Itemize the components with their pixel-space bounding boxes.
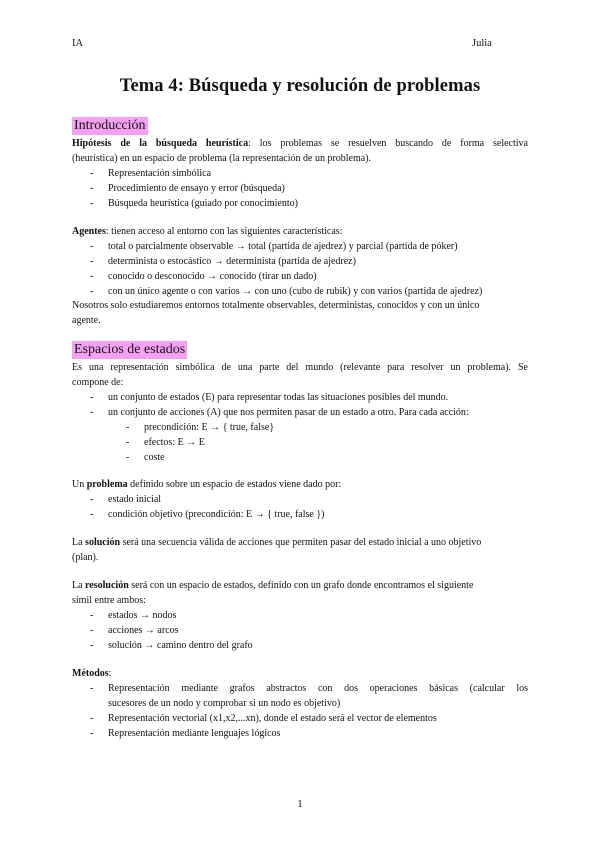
- list-item: Representación simbólica: [108, 168, 212, 179]
- dash-bullet: -: [90, 509, 94, 520]
- list-item: acciones → arcos: [108, 625, 179, 636]
- section-heading-states: Espacios de estados: [74, 342, 186, 357]
- dash-bullet: -: [126, 452, 130, 463]
- intro-closing-line-2: agente.: [72, 315, 101, 326]
- methods-label: Métodos: [72, 668, 109, 679]
- resolution-label: resolución: [85, 580, 129, 591]
- agents-line: [72, 224, 342, 239]
- list-item: conocido o desconocido → conocido (tirar un dado): [108, 271, 317, 282]
- dash-bullet: -: [90, 610, 94, 621]
- problem-pre: Un: [72, 479, 87, 490]
- sub-list-item: coste: [144, 452, 165, 463]
- dash-bullet: -: [126, 437, 130, 448]
- solution-post: será una secuencia válida de acciones que permiten pasar del estado inicial a uno objetivo: [120, 537, 482, 548]
- list-item-continuation: sucesores de un nodo y comprobar si un nodo es objetivo): [108, 698, 341, 709]
- list-item: Representación mediante grafos abstractos con dos operaciones básicas (calcular los: [108, 683, 528, 694]
- list-item: determinista o estocástico → determinista (partida de ajedrez): [108, 256, 356, 267]
- list-item: Procedimiento de ensayo y error (búsqueda): [108, 183, 285, 194]
- dash-bullet: -: [90, 198, 94, 209]
- dash-bullet: -: [90, 256, 94, 267]
- resolution-line-2: símil entre ambos:: [72, 595, 146, 606]
- section-heading-intro: Introducción: [74, 118, 146, 133]
- list-item: solución → camino dentro del grafo: [108, 640, 253, 651]
- dash-bullet: -: [90, 271, 94, 282]
- list-item: Representación mediante lenguajes lógicos: [108, 728, 281, 739]
- page-number: 1: [297, 798, 303, 810]
- dash-bullet: -: [90, 168, 94, 179]
- problem-line: [72, 477, 341, 492]
- agents-label: Agentes: [72, 226, 106, 237]
- sub-list-item: efectos: E → E: [144, 437, 205, 448]
- list-item: condición objetivo (precondición: E → { true, false }): [108, 509, 325, 520]
- dash-bullet: -: [90, 407, 94, 418]
- list-item: un conjunto de estados (E) para representar todas las situaciones posibles del mundo.: [108, 392, 449, 403]
- hypothesis-label: Hipótesis de la búsqueda heurística: [72, 138, 249, 149]
- methods-line: [72, 666, 111, 681]
- dash-bullet: -: [90, 625, 94, 636]
- sub-list-item: precondición: E → { true, false}: [144, 422, 275, 433]
- methods-colon: :: [108, 668, 112, 679]
- dash-bullet: -: [90, 728, 94, 739]
- list-item: Representación vectorial (x1,x2,...xn), donde el estado será el vector de elementos: [108, 713, 437, 724]
- list-item: un conjunto de acciones (A) que nos permiten pasar de un estado a otro. Para cada acción:: [108, 407, 469, 418]
- hypothesis-text: : los problemas se resuelven buscando de forma selectiva: [248, 138, 528, 149]
- dash-bullet: -: [90, 640, 94, 651]
- dash-bullet: -: [90, 183, 94, 194]
- hypothesis-line-2: (heurística) en un espacio de problema (la representación de un problema).: [72, 153, 372, 164]
- list-item: con un único agente o con varios → con uno (cubo de rubik) y con varios (partida de ajedrez): [108, 286, 483, 297]
- problem-post: definido sobre un espacio de estados viene dado por:: [127, 479, 342, 490]
- states-intro-line-2: compone de:: [72, 377, 124, 388]
- solution-line-2: (plan).: [72, 552, 99, 563]
- header-left: IA: [72, 38, 84, 49]
- solution-line: [72, 535, 481, 550]
- resolution-post: será con un espacio de estados, definido con un grafo donde encontramos el siguiente: [128, 580, 474, 591]
- solution-label: solución: [85, 537, 121, 548]
- resolution-pre: La: [72, 580, 86, 591]
- hypothesis-line: [72, 136, 528, 151]
- problem-label: problema: [86, 479, 128, 490]
- dash-bullet: -: [90, 683, 94, 694]
- list-item: estado inicial: [108, 494, 162, 505]
- dash-bullet: -: [90, 494, 94, 505]
- dash-bullet: -: [90, 713, 94, 724]
- page-title: Tema 4: Búsqueda y resolución de problemas: [119, 76, 481, 96]
- dash-bullet: -: [90, 392, 94, 403]
- list-item: total o parcialmente observable → total (partida de ajedrez) y parcial (partida de póker): [108, 241, 458, 252]
- states-intro-line-1: Es una representación simbólica de una parte del mundo (relevante para resolver un problema). Se: [72, 362, 528, 373]
- dash-bullet: -: [90, 241, 94, 252]
- agents-text: : tienen acceso al entorno con las siguientes características:: [105, 226, 343, 237]
- dash-bullet: -: [90, 286, 94, 297]
- list-item: Búsqueda heurística (guiado por conocimiento): [108, 198, 298, 209]
- list-item: estados → nodos: [108, 610, 177, 621]
- resolution-line: [72, 578, 473, 593]
- solution-pre: La: [72, 537, 86, 548]
- intro-closing-line-1: Nosotros solo estudiaremos entornos totalmente observables, deterministas, conocidos y con un único: [72, 300, 480, 311]
- header-right: Julia: [472, 38, 492, 49]
- dash-bullet: -: [126, 422, 130, 433]
